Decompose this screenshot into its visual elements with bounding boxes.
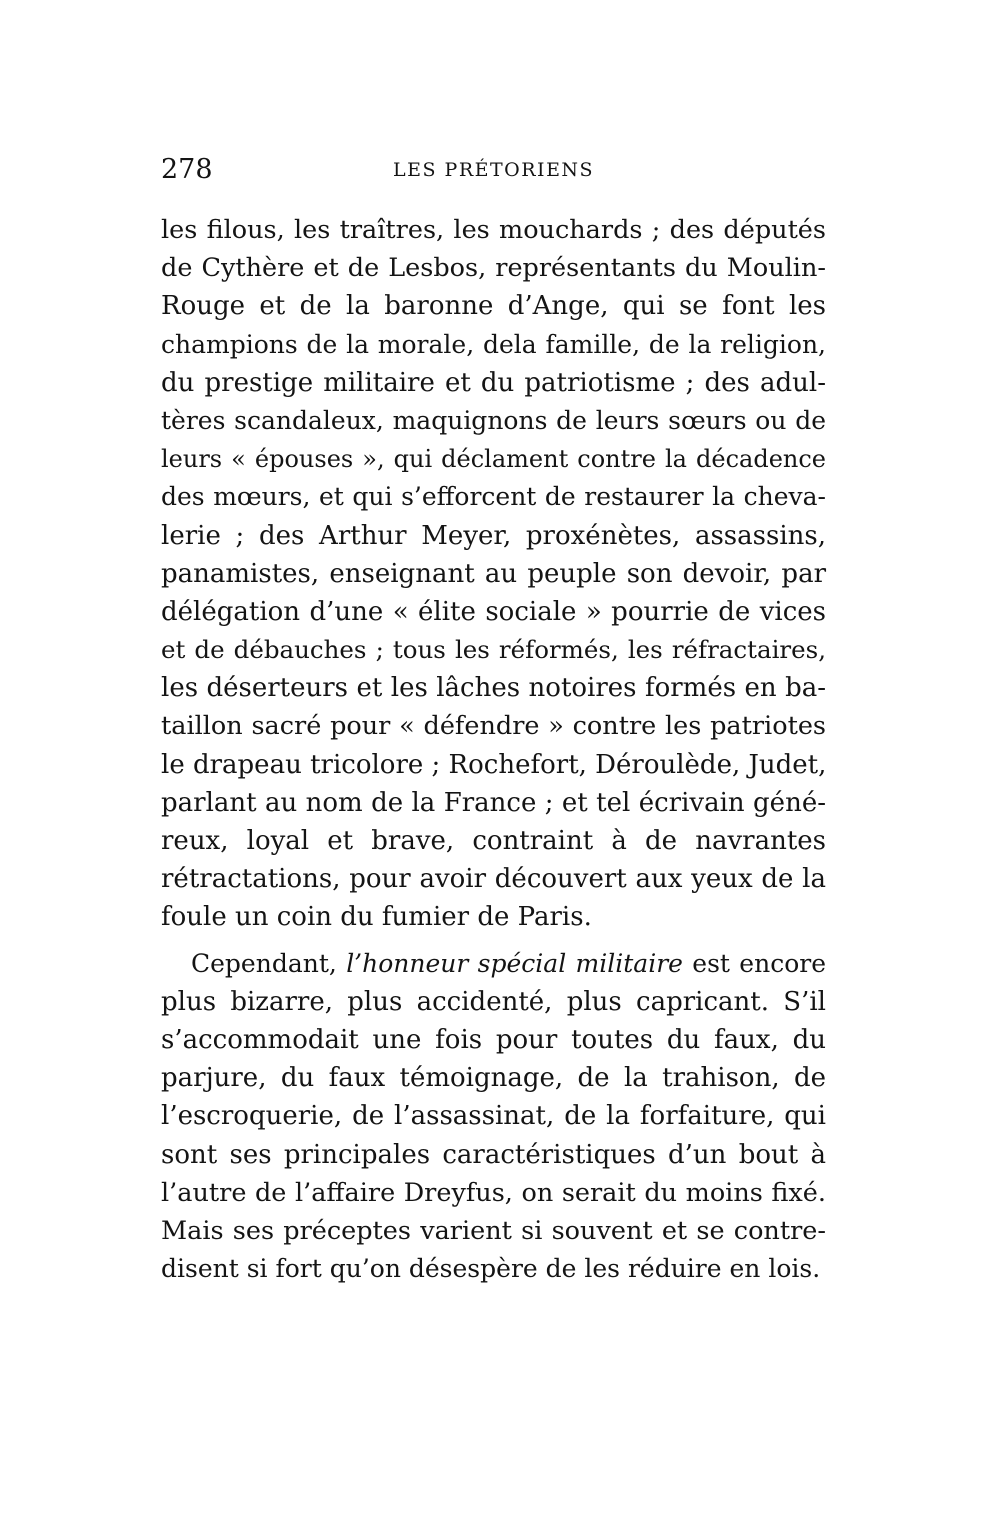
- running-head: [161, 150, 826, 190]
- text-line: le drapeau tricolore ; Rochefort, Déroulède, Judet,: [161, 749, 827, 780]
- text-line: taillon sacré pour « défendre » contre les patriotes: [161, 711, 826, 742]
- text-run: est encore: [682, 948, 826, 978]
- text-line: leurs « épouses », qui déclament contre la décadence: [161, 445, 826, 474]
- text-line: délégation d’une « élite sociale » pourrie de vices: [161, 596, 826, 627]
- text-line: s’accommodait une fois pour toutes du faux, du: [161, 1024, 826, 1055]
- text-line: disent si fort qu’on désespère de les réduire en lois.: [161, 1254, 821, 1284]
- paragraph-gap: [161, 937, 826, 945]
- text-line: les déserteurs et les lâches notoires formés en ba-: [161, 673, 826, 704]
- text-line: sont ses principales caractéristiques d’un bout à: [161, 1139, 826, 1170]
- text-line: de Cythère et de Lesbos, représentants du Moulin-: [161, 253, 826, 284]
- text-line: l’escroquerie, de l’assassinat, de la forfaiture, qui: [161, 1101, 826, 1132]
- text-line: des mœurs, et qui s’efforcent de restaurer la cheva-: [161, 482, 826, 512]
- paragraph-2: [161, 945, 826, 1289]
- text-line: parjure, du faux témoignage, de la trahison, de: [161, 1063, 826, 1094]
- body-text: [161, 211, 826, 1288]
- text-line: foule un coin du fumier de Paris.: [161, 902, 592, 933]
- text-line: parlant au nom de la France ; et tel écrivain géné-: [161, 787, 826, 818]
- text-line: tères scandaleux, maquignons de leurs sœurs ou de: [161, 405, 826, 435]
- text-line: plus bizarre, plus accidenté, plus capricant. S’il: [161, 986, 826, 1017]
- text-line: l’autre de l’affaire Dreyfus, on serait du moins fixé.: [161, 1177, 826, 1208]
- text-line: reux, loyal et brave, contraint à de navrantes: [161, 826, 826, 856]
- text-line: et de débauches ; tous les réformés, les réfractaires,: [161, 635, 826, 665]
- text-line: Rouge et de la baronne d’Ange, qui se font les: [161, 291, 826, 322]
- text-line: lerie ; des Arthur Meyer, proxénètes, assassins,: [161, 520, 826, 551]
- text-line: champions de la morale, dela famille, de la religion,: [161, 329, 826, 359]
- italic-phrase: l’honneur spécial militaire: [346, 948, 683, 978]
- text-line: panamistes, enseignant au peuple son devoir, par: [161, 558, 826, 589]
- running-title: LES PRÉTORIENS: [393, 159, 595, 181]
- text-run: Cependant,: [191, 948, 347, 978]
- paragraph-1: [161, 211, 826, 937]
- text-line: du prestige militaire et du patriotisme ; des adul-: [161, 367, 826, 398]
- text-line: Mais ses préceptes varient si souvent et se contre-: [161, 1215, 826, 1246]
- text-line: rétractations, pour avoir découvert aux yeux de la: [161, 864, 826, 895]
- page-number: 278: [161, 154, 213, 185]
- text-line-first: [161, 945, 826, 983]
- text-line: les filous, les traîtres, les mouchards ; des députés: [161, 215, 826, 245]
